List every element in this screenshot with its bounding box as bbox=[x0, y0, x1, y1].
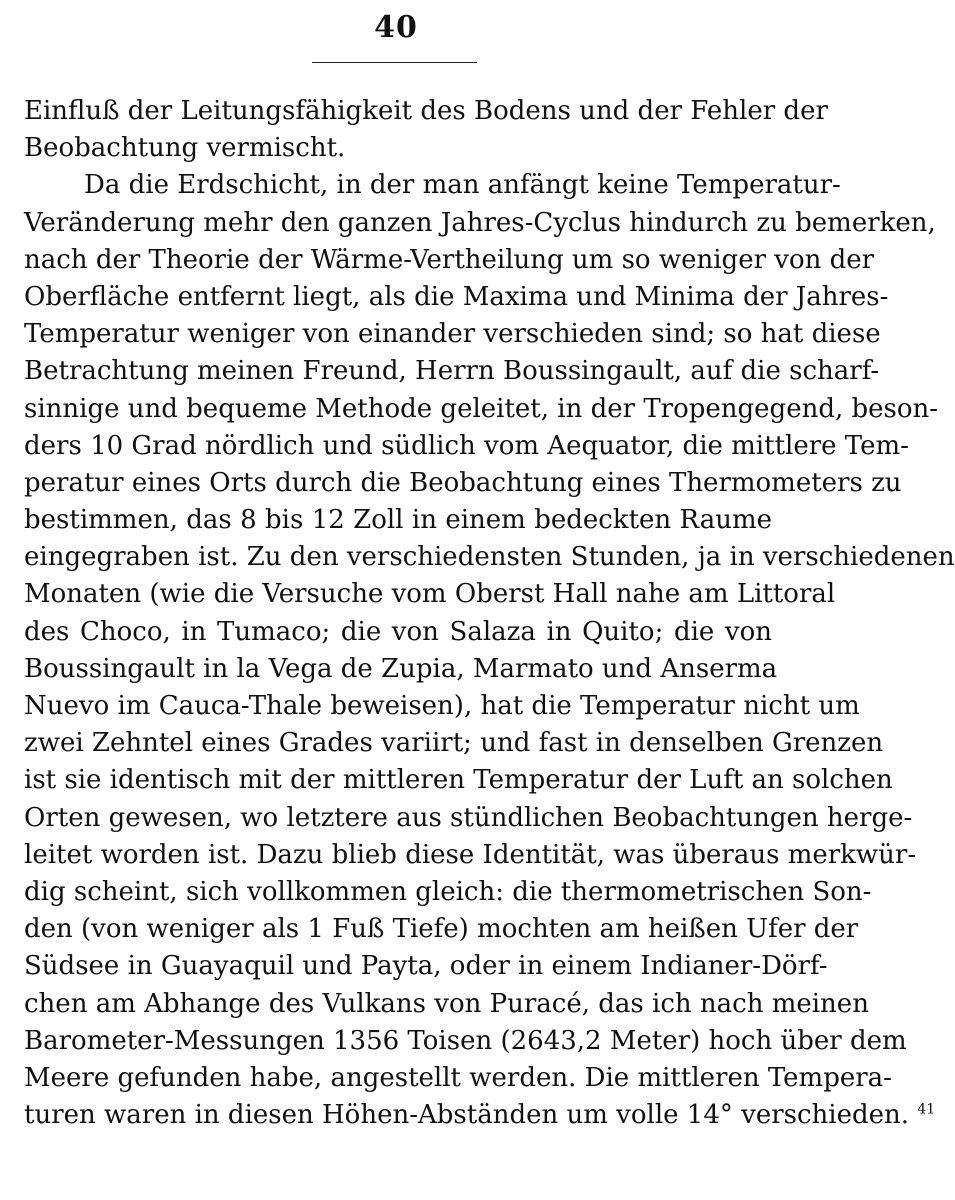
text-line: Südsee in Guayaquil und Payta, oder in einem Indianer-Dörf- bbox=[24, 951, 828, 982]
text-line: des Choco, in Tumaco; die von Salaza in Quito; die von bbox=[24, 616, 772, 647]
text-line: ders 10 Grad nördlich und südlich vom Aequator, die mittlere Tem- bbox=[24, 430, 909, 461]
text-line: Veränderung mehr den ganzen Jahres-Cyclus hindurch zu bemerken, bbox=[24, 207, 936, 238]
page-number: 40 bbox=[374, 10, 418, 45]
text-line: Boussingault in la Vega de Zupia, Marmato und Anserma bbox=[24, 653, 778, 684]
text-line: Monaten (wie die Versuche vom Oberst Hall nahe am Littoral bbox=[24, 579, 836, 610]
text-line: Einfluß der Leitungsfähigkeit des Bodens und der Fehler der bbox=[24, 96, 828, 126]
text-line: leitet worden ist. Dazu blieb diese Identität, was überaus merkwür- bbox=[24, 839, 917, 870]
text-line: eingegraben ist. Zu den verschiedensten Stunden, ja in verschiedenen bbox=[24, 542, 955, 573]
text-line: ist sie identisch mit der mittleren Temperatur der Luft an solchen bbox=[24, 765, 893, 796]
text-line: peratur eines Orts durch die Beobachtung eines Thermometers zu bbox=[24, 467, 902, 498]
text-line: Betrachtung meinen Freund, Herrn Boussingault, auf die scharf- bbox=[24, 356, 880, 387]
body-text bbox=[24, 93, 955, 1134]
text-line: dig scheint, sich vollkommen gleich: die thermometrischen Son- bbox=[24, 876, 872, 907]
text-line-content: turen waren in diesen Höhen-Abständen um volle 14° verschieden. bbox=[24, 1100, 910, 1131]
text-line: nach der Theorie der Wärme-Vertheilung um so weniger von der bbox=[24, 244, 875, 275]
text-line: Barometer-Messungen 1356 Toisen (2643,2 Meter) hoch über dem bbox=[24, 1025, 907, 1056]
paragraph-start-line: Da die Erdschicht, in der man anfängt keine Temperatur- bbox=[84, 170, 841, 201]
text-line: Oberfläche entfernt liegt, als die Maxima und Minima der Jahres- bbox=[24, 281, 889, 312]
text-line: Orten gewesen, wo letztere aus stündlichen Beobachtungen herge- bbox=[24, 802, 913, 833]
text-line: Nuevo im Cauca-Thale beweisen), hat die Temperatur nicht um bbox=[24, 691, 860, 721]
text-line: chen am Abhange des Vulkans von Puracé, das ich nach meinen bbox=[24, 988, 869, 1019]
text-line: zwei Zehntel eines Grades variirt; und fast in denselben Grenzen bbox=[24, 728, 884, 759]
text-line: Temperatur weniger von einander verschieden sind; so hat diese bbox=[24, 319, 881, 350]
text-line-with-footnote bbox=[24, 1097, 936, 1134]
text-line: Meere gefunden habe, angestellt werden. Die mittleren Tempera- bbox=[24, 1062, 892, 1093]
text-line: den (von weniger als 1 Fuß Tiefe) mochten am heißen Ufer der bbox=[24, 914, 859, 945]
header-rule bbox=[312, 62, 477, 63]
text-line: sinnige und bequeme Methode geleitet, in der Tropengegend, beson- bbox=[24, 393, 939, 424]
footnote-reference[interactable]: 41 bbox=[917, 1101, 936, 1118]
text-line: Beobachtung vermischt. bbox=[24, 133, 346, 164]
text-line: bestimmen, das 8 bis 12 Zoll in einem bedeckten Raume bbox=[24, 505, 772, 536]
